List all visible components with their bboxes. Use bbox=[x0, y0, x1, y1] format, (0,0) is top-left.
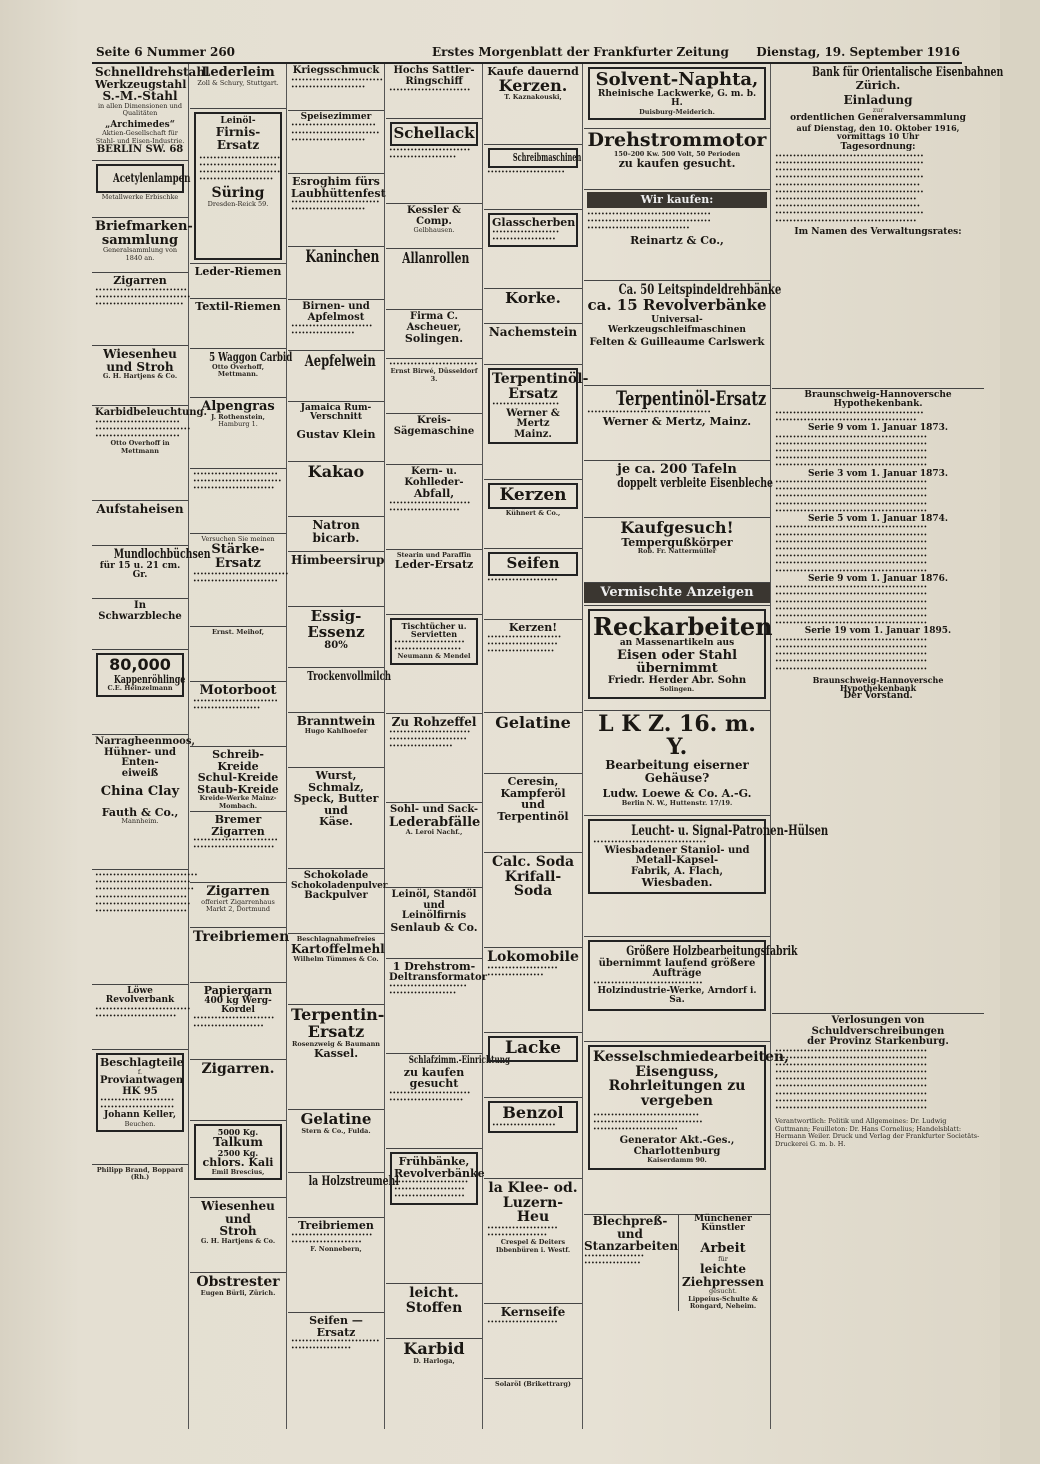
ad-allanrollen: Allanrollen bbox=[386, 249, 482, 310]
ad-kerzen-2: Kerzen Kühnert & Co., bbox=[484, 480, 582, 549]
column-3 bbox=[288, 64, 399, 1429]
ad-kreissaege: Kreis-Sägemaschine bbox=[386, 414, 482, 465]
ad-himbeersirup: Himbeersirup bbox=[288, 552, 384, 607]
notice-bank-orientalische-eisenbahnen: Bank für Orientalische Eisenbahnen Zürich. Einladung zur ordentlichen Generalversammlung auf Dienstag, den 10. Oktober 1916, vormittags 10 Uhr Tagesordnung: •••••••••••••••••••••••••••••••••••••••••• •••••••••••••••••••••••••••••••••••••••••• ••••••••••••••••••••••••••••••••••••••••• •••••••••••••••••••••••••••••••••••••••••• ••••••••••••••••••••••••••••••••••••••••• •••••••••••••••••••••••••••••••••••••••••• •••••••••••••••••••••••••••••••••••••••• ••••••••••••••••••••••••••••••••••••••••• •••••••••••••••••••••••••••••••••••••••••• •••••••••••••••••••••••••••••••••••••••• Im Namen des Verwaltungsrates: bbox=[772, 64, 984, 389]
ad-esroghim: Esroghim fürs Laubhüttenfest ••••••••••••••••••••••••• ••••••••••••••••••••• bbox=[288, 174, 384, 247]
ad-alpengras: Alpengras J. Rothenstein, Hamburg 1. bbox=[190, 398, 286, 469]
ad-zigarren-dortmund: Zigarren offeriert Zigarrenhaus Markt 2, Dortmund bbox=[190, 883, 286, 928]
ad-obstrester: Obstrester Eugen Bürli, Zürich. bbox=[196, 1274, 280, 1297]
ad-kerzen-3: Kerzen! ••••••••••••••••••••• •••••••••••••••••••• ••••••••••••••••••• bbox=[484, 620, 582, 713]
ad-foot: Philipp Brand, Boppard (Rh.) bbox=[96, 1166, 184, 1182]
ad-kreide: Schreib-Kreide Schul-Kreide Staub-Kreide Kreide-Werke Mainz-Mombach. bbox=[190, 747, 286, 812]
ad-ceresin: Ceresin, Kampferöl und Terpentinöl bbox=[484, 774, 582, 853]
ad-ascheuer: Firma C. Ascheuer, Solingen. bbox=[386, 310, 482, 359]
ad-loewe-revolverbank: Löwe Revolverbank ••••••••••••••••••••••••••• ••••••••••••••••••••••• bbox=[92, 985, 188, 1050]
header-title: Erstes Morgenblatt der Frankfurter Zeitung bbox=[432, 45, 729, 59]
ad-beschlagteile: Beschlagteile f. Proviantwagen HK 95 ••••••••••••••••••••• ••••••••••••••••••••• Johann Keller, Beuchen. bbox=[92, 1050, 188, 1165]
ad-briefmarken: Briefmarken-sammlung Generalsammlung von 1840 an. bbox=[92, 218, 188, 273]
ad-wir-kaufen: Wir kaufen: ••••••••••••••••••••••••••••••••••• ••••••••••••••••••••••••••••••••••• ••••••••••••••••••••••••••••• Reinartz & Co., bbox=[584, 190, 770, 281]
ad-lacke: Lacke bbox=[484, 1033, 582, 1098]
column-6 bbox=[584, 64, 829, 1429]
ad-klee-heu: la Klee- od. Luzern-Heu •••••••••••••••••••• ••••••••••••••••• Crespel & Deiters Ibbenbüren i. Westf. bbox=[484, 1179, 582, 1304]
ad-drehstrommotor: Drehstrommotor 150–200 Kw. 500 Volt, 50 Perioden zu kaufen gesucht. bbox=[584, 129, 770, 190]
ad-zigarren-2: Zigarren. bbox=[190, 1060, 286, 1121]
ad-kaninchen: Kaninchen bbox=[288, 247, 384, 300]
column-7 bbox=[772, 64, 1004, 1429]
header-page-number: Seite 6 Nummer 260 bbox=[96, 45, 236, 59]
ad-benzol: Benzol •••••••••••••••••• bbox=[484, 1098, 582, 1179]
notice-provinz-starkenburg: Verlosungen von Schuldverschreibungen der Provinz Starkenburg. ••••••••••••••••••••••••••••••••••••••••••• ••••••••••••••••••••••••••••••••••••••••••• ••••••••••••••••••••••••••••••••••••••••••• ••••••••••••••••••••••••••••••••••••••••••• ••••••••••••••••••••••••••••••••••••••••••• ••••••••••••••••••••••••••••••••••••••••••• ••••••••••••••••••••••••••••••••••••••••••• ••••••••••••••••••••••••••••••••••••••••••• ••••••••••••••••••••••••••••••••••••••••••• Verantwortlich: Politik und Allgemeines: Dr. Ludwig Guttmann; Feuilleton: Dr. Hans Cornelius; Handelsblatt: Hermann Weiler. Druck und Verlag der Frankfurter Societäts-Druckerei G. m. b. H. bbox=[775, 1015, 980, 1148]
ad-wurst: Wurst, Schmalz, Speck, Butter und Käse. bbox=[288, 768, 384, 869]
ad-staerke-ersatz: Versuchen Sie meinen Stärke-Ersatz ••••••••••••••••••••••••••• •••••••••••••••••••••••• bbox=[190, 534, 286, 627]
ad-leinoel: Leinöl, Standöl und Leinölfirnis Senlaub & Co. bbox=[386, 888, 482, 959]
ad-nachemstein: Nachemstein bbox=[484, 324, 582, 365]
ad-schwarzbleche: In Schwarzbleche bbox=[92, 599, 188, 650]
ad-kessler: Kessler & Comp. Gelbhausen. bbox=[386, 204, 482, 249]
ad-karbidbeleuchtung: Karbidbeleuchtung. •••••••••••••••••••••••• ••••••••••••••••••••••••••• •••••••••••••••••••••••• Otto Overhoff in Mettmann bbox=[92, 406, 188, 501]
ad-seifen: Seifen •••••••••••••••••••• bbox=[484, 549, 582, 620]
ad-jamaica-rum: Jamaica Rum-Verschnitt Gustav Klein bbox=[288, 402, 384, 462]
ad-calc-soda: Calc. Soda Krifall-Soda bbox=[484, 853, 582, 948]
page-header bbox=[92, 42, 962, 64]
ad-natron: Natron bicarb. bbox=[288, 517, 384, 552]
section-vermischte-anzeigen: Vermischte Anzeigen bbox=[584, 583, 770, 606]
ad-text-block: ••••••••••••••••••••••••••••• ••••••••••••••••••••••••••• •••••••••••••••••••••••••••• •••••••••••••••••••••••••• ••••••••••••••••••••••••••• •••••••••••••••••••••••••• bbox=[92, 870, 188, 985]
ad-schreibmaschinen: Schreibmaschinen •••••••••••••••••••••• bbox=[484, 145, 582, 210]
ad-speisezimmer: Speisezimmer •••••••••••••••••••••••• ••••••••••••••••••••••••• ••••••••••••••••••••• bbox=[288, 111, 384, 174]
ad-treibriemen-2: Treibriemen ••••••••••••••••••••••• •••••••••••••••••••• F. Nonnebern, bbox=[288, 1218, 384, 1313]
ad-seifen-ersatz: Seifen — Ersatz ••••••••••••••••••••••••• ••••••••••••••••• bbox=[291, 1314, 380, 1353]
column-2 bbox=[190, 64, 293, 1429]
ad-leder-riemen: Leder-Riemen bbox=[190, 264, 286, 299]
ad-solvent-naphta: Solvent-Naphta, Rheinische Lackwerke, G. m. b. H. Duisburg-Meiderich. bbox=[584, 64, 770, 129]
ad-lokomobile: Lokomobile •••••••••••••••••••• •••••••••••••••• bbox=[484, 948, 582, 1033]
ad-essig-essenz: Essig-Essenz 80% bbox=[288, 607, 384, 668]
ad-kernseife: Kernseife •••••••••••••••••••• bbox=[484, 1304, 582, 1379]
column-5 bbox=[484, 64, 589, 1429]
ad-leichte-stoffe: leicht. Stoffen bbox=[386, 1284, 482, 1339]
ad-schlafzimmer: Schlafzimm.-Einrichtung zu kaufen gesucht ••••••••••••••••••••••• ••••••••••••••••••••• bbox=[386, 1054, 482, 1149]
ad-branntwein: Branntwein Hugo Kahlhoefer bbox=[288, 713, 384, 768]
ad-meihof: Ernst. Meihof, bbox=[190, 627, 286, 682]
ad-motorboot: Motorboot •••••••••••••••••••••••• ••••••••••••••••••• bbox=[190, 682, 286, 747]
ad-schokolade: Schokolade Schokoladenpulver Backpulver bbox=[288, 869, 384, 934]
ad-kerzen: Kaufe dauernd Kerzen. T. Kaznakouski, bbox=[484, 64, 582, 145]
ad-kriegsschmuck: Kriegsschmuck •••••••••••••••••••••••••• ••••••••••••••••••••• bbox=[288, 64, 384, 111]
ad-terpentin-ersatz: Terpentin- Ersatz Rosenzweig & Baumann Kassel. bbox=[288, 1005, 384, 1110]
ad-rohzeffel: Zu Rohzeffel ••••••••••••••••••••••• •••••••••••••••••••••• •••••••••••••••••• bbox=[386, 714, 482, 803]
ad-kesselschmiede: Kesselschmiedearbeiten, Eisenguss, Rohrleitungen zu vergeben •••••••••••••••••••••••••••••• ••••••••••••••••••••••••••••••• •••••••••••••••••••••••• Generator Akt.-Ges., Charlottenburg Kaiserdamm 90. bbox=[584, 1042, 770, 1215]
ad-mundlochbuechsen: Mundlochbüchsen für 15 u. 21 cm. Gr. bbox=[92, 546, 188, 599]
ad-karbid: Karbid D. Harloga, bbox=[403, 1339, 465, 1365]
ad-gelatine: Gelatine Stern & Co., Fulda. bbox=[288, 1110, 384, 1173]
ad-acetylenlampen: Acetylenlampen Metallwerke Erbischke bbox=[92, 161, 188, 218]
column-4 bbox=[386, 64, 511, 1429]
ad-birwe: ••••••••••••••••••••••••• Ernst Birwé, Düsseldorf 3. bbox=[386, 359, 482, 414]
ad-kartoffelmehl: Beschlagnahmefreies Kartoffelmehl Wilhelm Tümmes & Co. bbox=[288, 934, 384, 1005]
ad-papiergarne: •••••••••••••••••••••••• ••••••••••••••••••••••••• ••••••••••••••••••••••• bbox=[190, 469, 286, 534]
ad-narragheenmoos: Narragheenmoos, Hühner- und Enten- eiweiß China Clay Fauth & Co., Mannheim. bbox=[92, 735, 188, 870]
notice-braunschweig-hypothekenbank: Braunschweig-Hannoversche Hypothekenbank. •••••••••••••••••••••••••••••••••••••••••• •••••••••••••••••••••••••••••••••••••••• Serie 9 vom 1. Januar 1873. ••••••••••••••••••••••••••••••••••••••••••• ••••••••••••••••••••••••••••••••••••••••••• ••••••••••••••••••••••••••••••••••••••••••• ••••••••••••••••••••••••••••••••••••••••••• ••••••••••••••••••••••••••••••••••••••••••• Serie 3 vom 1. Januar 1873. ••••••••••••••••••••••••••••••••••••••••••• ••••••••••••••••••••••••••••••••••••••••••• ••••••••••••••••••••••••••••••••••••••••••• ••••••••••••••••••••••••••••••••••••••••••• ••••••••••••••••••••••••••••••••••••••••••• Serie 5 vom 1. Januar 1874. ••••••••••••••••••••••••••••••••••••••••••• ••••••••••••••••••••••••••••••••••••••••••• ••••••••••••••••••••••••••••••••••••••••••• ••••••••••••••••••••••••••••••••••••••••••• ••••••••••••••••••••••••••••••••••••••••••• ••••••••••••••••••••••••••••••••••••••••••• ••••••••••••••••••••••••••••••••••••••••••• Serie 9 vom 1. Januar 1876. ••••••••••••••••••••••••••••••••••••••••••• ••••••••••••••••••••••••••••••••••••••••••• ••••••••••••••••••••••••••••••••••••••••••• ••••••••••••••••••••••••••••••••••••••••••• ••••••••••••••••••••••••••••••••••••••••••• ••••••••••••••••••••••••••••••••••••••••••• Serie 19 vom 1. Januar 1895. ••••••••••••••••••••••••••••••••••••••••••• ••••••••••••••••••••••••••••••••••••••••••• ••••••••••••••••••••••••••••••••••••••••••• ••••••••••••••••••••••••••••••••••••••••••• ••••••••••••••••••••••••••••••••••••••••••• Braunschweig-Hannoversche Hypothekenbank Der Vorstand. bbox=[772, 389, 984, 1014]
ad-papiergarn: Papiergarn 400 kg Werg-Kordel ••••••••••••••••••••••• •••••••••••••••••••• bbox=[190, 983, 286, 1060]
ad-apfelmost: Birnen- und Apfelmost ••••••••••••••••••••••• •••••••••••••••••• bbox=[288, 300, 384, 351]
ad-blechpress: Blechpreß- und Stanzarbeiten ••••••••••••••••• •••••••••••••••• Münchener Künstler Arbeit für leichte Ziehpressen gesucht. Lippeius-Schulte & Rongard, Neheim. bbox=[584, 1215, 770, 1349]
ad-korke: Korke. bbox=[484, 289, 582, 324]
column-1 bbox=[92, 64, 211, 1429]
ad-carbid: 5 Waggon Carbid Otto Overhoff, Mettmann. bbox=[190, 349, 286, 398]
ad-talkum: 5000 Kg. Talkum 2500 Kg. chlors. Kali Emil Brescius, bbox=[190, 1121, 286, 1198]
ad-drehstrom-transformator: 1 Drehstrom- Deltransformator •••••••••••••••••••••• ••••••••••••••••••• bbox=[386, 959, 482, 1054]
ad-bremer-zigarren: Bremer Zigarren •••••••••••••••••••••••• ••••••••••••••••••••••• bbox=[190, 812, 286, 883]
ad-stearin: Stearin und Paraffin Leder-Ersatz bbox=[386, 550, 482, 615]
ad-kakao: Kakao bbox=[288, 462, 384, 517]
ad-leitspindeldrehbaenke: Ca. 50 Leitspindeldrehbänke ca. 15 Revolverbänke Universal-Werkzeugschleifmaschinen Felten & Guilleaume Carlswerk bbox=[584, 281, 770, 386]
ad-glasscherben: Glasscherben ••••••••••••••••••• •••••••••••••••••• bbox=[484, 210, 582, 289]
ad-wiesenheu: Wiesenheu und Stroh G. H. Hartjens & Co. bbox=[92, 346, 188, 406]
ad-wiesenheu-2: Wiesenheu und Stroh G. H. Hartjens & Co. bbox=[190, 1198, 286, 1273]
ad-schnelldrehstahl: Schnelldrehstahl Werkzeugstahl S.-M.-Stahl in allen Dimensionen und Qualitäten „Archimedes“ Aktien-Gesellschaft für Stahl- und Eisen-Industrie. BERLIN SW. 68 bbox=[92, 64, 188, 161]
ad-terpentinoel-ersatz-2: Terpentinöl-Ersatz ••••••••••••••••••••••••••••••••••• Werner & Mertz, Mainz. bbox=[584, 386, 770, 461]
ad-solaroel: Solaröl (Brikettrarg) bbox=[495, 1380, 571, 1388]
ad-schellack: Schellack ••••••••••••••••••••••• ••••••••••••••••••• bbox=[386, 119, 482, 204]
ad-gelatine-2: Gelatine bbox=[484, 713, 582, 774]
ad-kaufgesuch: Kaufgesuch! Tempergußkörper Rob. Fr. Nattermüller bbox=[584, 518, 770, 583]
ad-lederleim: Lederleim Zoll & Schury, Stuttgart. bbox=[190, 64, 286, 109]
ad-trockenvollmilch: Trockenvollmilch bbox=[288, 668, 384, 713]
ad-kernleder: Kern- u. Kohlleder- Abfall, ••••••••••••••••••••••• •••••••••••••••••••• bbox=[386, 465, 482, 550]
ad-patronen-huelsen: Leucht- u. Signal-Patronen-Hülsen •••••••••••••••••••••••••••••••• Wiesbadener Staniol- und Metall-Kapsel- Fabrik, A. Flach, Wiesbaden. bbox=[584, 816, 770, 937]
ad-lkz-gehaeuse: L K Z. 16. m. Y. Bearbeitung eiserner Gehäuse? Ludw. Loewe & Co. A.-G. Berlin N. W., Huttenstr. 17/19. bbox=[584, 711, 770, 816]
ad-aufstaheisen: Aufstaheisen bbox=[92, 501, 188, 546]
ad-firnis-ersatz: Leinöl- Firnis-Ersatz ••••••••••••••••••••••• •••••••••••••••••••••• ••••••••••••••••••••••• ••••••••••••••••••••• Süring Dresden-Reick 59. bbox=[190, 109, 286, 264]
header-date: Dienstag, 19. September 1916 bbox=[756, 45, 960, 59]
ad-tischtuecher: Tischtücher u. Servietten •••••••••••••••••••• ••••••••••••••••••• Neumann & Mendel bbox=[386, 615, 482, 714]
ad-holzbearbeitungsfabrik: Größere Holzbearbeitungsfabrik übernimmt laufend größere Aufträge ••••••••••••••••••••••••••••••• Holzindustrie-Werke, Arndorf i. Sa. bbox=[584, 937, 770, 1042]
ad-holzstreumehl: la Holzstreumehl bbox=[288, 1173, 384, 1218]
ad-treibriemen: Treibriemen bbox=[190, 928, 286, 983]
ad-terpentinoel-ersatz: Terpentinöl- Ersatz ••••••••••••••••••• Werner & Mertz Mainz. bbox=[484, 365, 582, 480]
ad-sattler: Hochs Sattler- Ringschiff ••••••••••••••••••••••• bbox=[386, 64, 482, 119]
ad-fruehbaenke: Frühbänke, Revolverbänke ••••••••••••••••••••• •••••••••••••••••••• •••••••••••••••••••• bbox=[386, 1149, 482, 1284]
ad-kappenroehlinge: 80,000 Kappenröhlinge C.E. Heinzelmann bbox=[92, 650, 188, 735]
ad-aepfelwein: Aepfelwein bbox=[288, 351, 384, 402]
ad-textil-riemen: Textil-Riemen bbox=[190, 299, 286, 349]
ad-zigarren: Zigarren •••••••••••••••••••••••••• ••••••••••••••••••••••••••• ••••••••••••••••••••••••• bbox=[92, 273, 188, 346]
ad-sohlleder: Sohl- und Sack- Lederabfälle A. Leroi Nachf., bbox=[386, 803, 482, 888]
ad-eisenbleche: je ca. 200 Tafeln doppelt verbleite Eisenbleche bbox=[584, 461, 770, 518]
ad-reckarbeiten: Reckarbeiten an Massenartikeln aus Eisen oder Stahl übernimmt Friedr. Herder Abr. Sohn Solingen. bbox=[584, 606, 770, 711]
